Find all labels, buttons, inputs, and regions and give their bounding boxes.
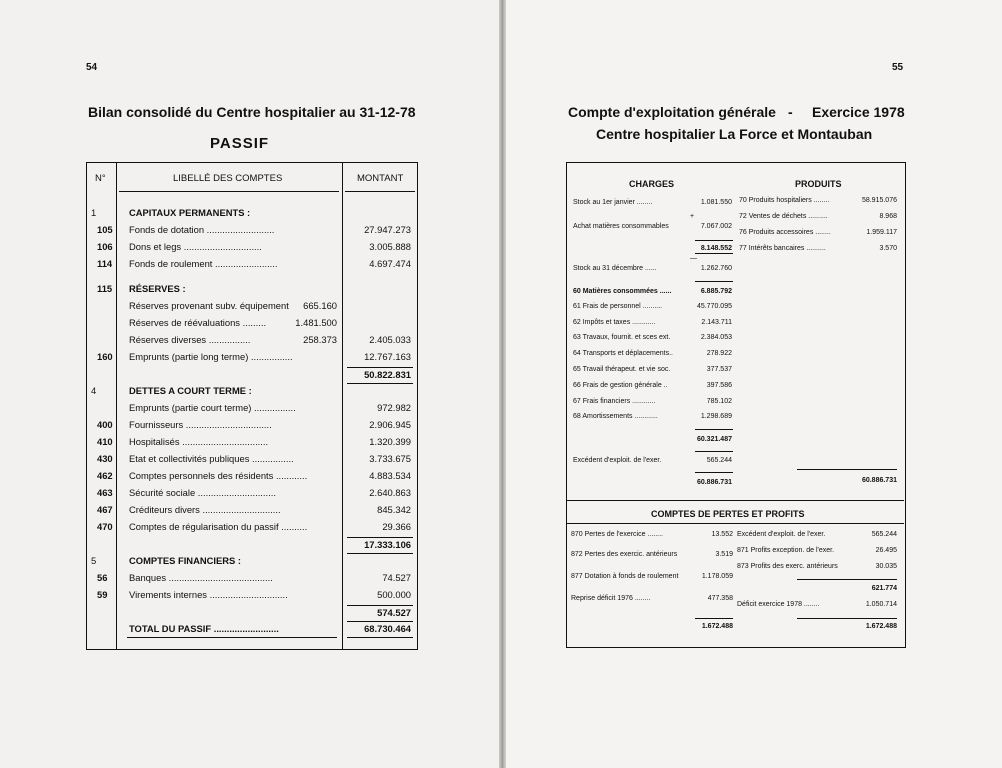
sum-rule xyxy=(695,472,733,473)
amount: 4.883.534 xyxy=(369,470,411,481)
sum-rule xyxy=(797,579,897,580)
table-row xyxy=(87,207,417,222)
charges-label: Stock au 1er janvier ........ xyxy=(573,199,653,206)
produits-row xyxy=(739,245,897,252)
income-table: CHARGES PRODUITS 60.886.731 COMPTES DE PERTES ET PROFITS 1.672.488 1.672.488 Stock au 1er janvier ........ 1.081.550 + Achat matières consommables 7.067.002 8.148.552 — Stock au 31 décembre ...... 1.262.760 60 Matières consommées ...... 6.885.792 61 Frais de personnel .......... 45.770.095 62 Impôts et taxes ............ 2.143.711 63 Travaux, fournit. et sces ext. 2.384.053 64 Transports et déplacements.. 278.922 65 Travail thérapeut. et vie soc. 377.537 66 Frais de gestion générale .. 397.586 67 Frais financiers ............ 785.102 68 Amortissements ............ 1.298.689 60.321.487 Excédent d'exploit. de l'exer. 565.244 60.886.731 70 Produits hospitaliers ........ 58.915.076 72 Ventes de déchets .......... 8.968 76 Produits accessoires ........ 1.959.117 77 Intérêts bancaires .......... 3.570 870 Pertes de l'exercice ........ 13.552 872 Pertes des exercic. antérieurs 3.519 877 Dotation à fonds de roulement 1.178.059 Reprise déficit 1976 ........ 477.358 Excédent d'exploit. de l'exer. 565.244 871 Profits exception. de l'exer. 26.495 873 Profits des exerc. antérieurs 30.035 621.774 Déficit exercice 1978 ........ 1.050.714 xyxy=(566,162,906,648)
charges-value: 397.586 xyxy=(706,382,732,389)
total-rule xyxy=(347,637,413,638)
pertes-row xyxy=(571,595,733,602)
charges-value: 785.102 xyxy=(706,398,732,405)
account-number: 4 xyxy=(91,385,97,396)
account-label: Comptes de régularisation du passif .......... xyxy=(129,521,308,532)
amount: 845.342 xyxy=(377,504,411,515)
account-label: Emprunts (partie court terme) ................ xyxy=(129,402,296,413)
produits-total-rule xyxy=(797,469,897,470)
amount: 972.982 xyxy=(377,402,411,413)
produits-label: 72 Ventes de déchets .......... xyxy=(739,213,828,220)
header-amount: MONTANT xyxy=(357,173,404,184)
amount: 500.000 xyxy=(377,589,411,600)
charges-label: 63 Travaux, fournit. et sces ext. xyxy=(573,334,671,341)
amount: 2.640.863 xyxy=(369,487,411,498)
charges-row xyxy=(573,366,732,373)
charges-value: 1.081.550 xyxy=(700,199,732,206)
charges-label: 64 Transports et déplacements.. xyxy=(573,350,673,357)
account-number: 467 xyxy=(97,504,113,515)
account-label: Fonds de roulement ........................ xyxy=(129,258,278,269)
table-row xyxy=(87,419,417,434)
charges-label: 60 Matières consommées ...... xyxy=(573,288,672,295)
pertes-label: 872 Pertes des exercic. antérieurs xyxy=(571,551,678,558)
profits-value: 565.244 xyxy=(871,531,897,538)
account-label: Fonds de dotation .......................... xyxy=(129,224,275,235)
sum-rule xyxy=(695,281,733,282)
charges-label: 68 Amortissements ............ xyxy=(573,413,658,420)
table-row xyxy=(87,369,417,384)
account-label: Fournisseurs ................................. xyxy=(129,419,272,430)
profits-value: 621.774 xyxy=(871,585,897,592)
table-row xyxy=(87,504,417,519)
total-rule xyxy=(347,553,413,554)
subtotal-amount: 17.333.106 xyxy=(364,539,411,550)
total-label-rule xyxy=(127,637,337,638)
charges-value: 8.148.552 xyxy=(700,245,732,252)
account-number: 470 xyxy=(97,521,113,532)
charges-label: 67 Frais financiers ............ xyxy=(573,398,656,405)
sum-rule xyxy=(695,618,733,619)
profits-value: 1.050.714 xyxy=(865,601,897,608)
produits-header: PRODUITS xyxy=(795,179,842,189)
table-row xyxy=(87,453,417,468)
table-row xyxy=(87,555,417,570)
account-label: Réserves diverses ................ xyxy=(129,334,251,345)
section-label: DETTES A COURT TERME : xyxy=(129,385,252,396)
table-row xyxy=(87,385,417,400)
left-page xyxy=(0,0,500,768)
produits-label: 76 Produits accessoires ........ xyxy=(739,229,831,236)
page-number-right: 55 xyxy=(892,62,904,73)
account-label: Réserves provenant subv. équipement xyxy=(129,300,289,311)
charges-label: Stock au 31 décembre ...... xyxy=(573,265,657,272)
header-rule xyxy=(119,191,339,192)
account-number: 5 xyxy=(91,555,97,566)
income-title-dash: - xyxy=(788,104,793,120)
amount: 12.767.163 xyxy=(364,351,411,362)
charges-row xyxy=(573,457,732,464)
section-divider xyxy=(567,500,904,501)
charges-value: 1.262.760 xyxy=(700,265,732,272)
pertes-row xyxy=(571,551,733,558)
pp-header-rule xyxy=(567,523,904,524)
sub-amount: 258.373 xyxy=(303,334,337,345)
table-row xyxy=(87,351,417,366)
account-label: Créditeurs divers .............................. xyxy=(129,504,281,515)
table-row xyxy=(87,539,417,554)
account-number: 462 xyxy=(97,470,113,481)
account-number: 1 xyxy=(91,207,97,218)
profits-label: 873 Profits des exerc. antérieurs xyxy=(737,563,838,570)
charges-value: 278.922 xyxy=(706,350,732,357)
header-num: N° xyxy=(95,173,106,184)
produits-label: 77 Intérêts bancaires .......... xyxy=(739,245,826,252)
table-row xyxy=(87,607,417,622)
produits-row xyxy=(739,197,897,204)
sub-amount: 665.160 xyxy=(303,300,337,311)
charges-row xyxy=(573,398,732,405)
charges-row xyxy=(573,265,732,272)
income-title-part1: Compte d'exploitation générale xyxy=(568,104,776,120)
table-row xyxy=(87,623,417,638)
charges-row xyxy=(573,350,732,357)
account-label: Virements internes .............................. xyxy=(129,589,288,600)
subtotal-amount: 68.730.464 xyxy=(364,623,411,634)
account-label: Emprunts (partie long terme) ................ xyxy=(129,351,293,362)
page-number-left: 54 xyxy=(86,62,98,73)
right-page xyxy=(506,0,1002,768)
subtotal-amount: 50.822.831 xyxy=(364,369,411,380)
sum-rule xyxy=(695,451,733,452)
charges-row xyxy=(573,382,732,389)
charges-label: 66 Frais de gestion générale .. xyxy=(573,382,668,389)
profits-label: 871 Profits exception. de l'exer. xyxy=(737,547,835,554)
charges-label: 61 Frais de personnel .......... xyxy=(573,303,663,310)
table-row xyxy=(87,241,417,256)
charges-value: 377.537 xyxy=(706,366,732,373)
pp-header: COMPTES DE PERTES ET PROFITS xyxy=(651,509,805,519)
table-row xyxy=(87,283,417,298)
profits-row xyxy=(737,531,897,538)
amount: 2.405.033 xyxy=(369,334,411,345)
income-title-line2: Centre hospitalier La Force et Montauban xyxy=(596,126,873,142)
produits-row xyxy=(739,213,897,220)
charges-row xyxy=(573,303,732,310)
account-number: 59 xyxy=(97,589,108,600)
pertes-value: 13.552 xyxy=(711,531,733,538)
charges-label: 65 Travail thérapeut. et vie soc. xyxy=(573,366,671,373)
total-rule xyxy=(347,621,413,622)
table-row xyxy=(87,470,417,485)
pertes-label: Reprise déficit 1976 ........ xyxy=(571,595,651,602)
produits-value: 1.959.117 xyxy=(866,229,897,236)
charges-value: 45.770.095 xyxy=(696,303,732,310)
charges-value: 7.067.002 xyxy=(700,223,732,230)
account-number: 56 xyxy=(97,572,108,583)
total-rule xyxy=(347,537,413,538)
profits-row xyxy=(737,601,897,608)
amount: 1.320.399 xyxy=(369,436,411,447)
account-number: 430 xyxy=(97,453,113,464)
profits-row xyxy=(737,563,897,570)
table-row xyxy=(87,402,417,417)
table-row xyxy=(87,224,417,239)
profits-label: Déficit exercice 1978 ........ xyxy=(737,601,820,608)
sum-rule xyxy=(797,618,897,619)
charges-row xyxy=(573,288,732,295)
account-number: 463 xyxy=(97,487,113,498)
profits-value: 30.035 xyxy=(875,563,897,570)
section-label: RÉSERVES : xyxy=(129,283,186,294)
charges-value: 565.244 xyxy=(706,457,732,464)
produits-row xyxy=(739,229,897,236)
balance-subtitle: PASSIF xyxy=(210,135,270,152)
table-row xyxy=(87,258,417,273)
total-rule xyxy=(347,383,413,384)
charges-header: CHARGES xyxy=(629,179,675,189)
amount: 74.527 xyxy=(382,572,411,583)
amount: 2.906.945 xyxy=(369,419,411,430)
header-label: LIBELLÉ DES COMPTES xyxy=(173,173,283,184)
table-row xyxy=(87,521,417,536)
profits-row xyxy=(737,547,897,554)
charges-value: 2.384.053 xyxy=(700,334,732,341)
total-rule xyxy=(347,605,413,606)
amount: 29.366 xyxy=(382,521,411,532)
charges-value: 60.886.731 xyxy=(696,479,732,486)
pertes-row xyxy=(571,573,733,580)
account-number: 105 xyxy=(97,224,113,235)
charges-value: 1.298.689 xyxy=(700,413,732,420)
pertes-row xyxy=(571,531,733,538)
pertes-value: 477.358 xyxy=(707,595,733,602)
amount: 4.697.474 xyxy=(369,258,411,269)
pertes-label: 877 Dotation à fonds de roulement xyxy=(571,573,679,580)
table-row xyxy=(87,572,417,587)
account-number: 115 xyxy=(97,283,113,294)
sum-rule xyxy=(695,429,733,430)
section-label: CAPITAUX PERMANENTS : xyxy=(129,207,251,218)
profits-value: 26.495 xyxy=(875,547,897,554)
profits-label: Excédent d'exploit. de l'exer. xyxy=(737,531,826,538)
amount: 3.733.675 xyxy=(369,453,411,464)
table-row xyxy=(87,436,417,451)
account-label: Etat et collectivités publiques ................ xyxy=(129,453,294,464)
table-row xyxy=(87,334,417,349)
sub-amount: 1.481.500 xyxy=(295,317,337,328)
account-number: 400 xyxy=(97,419,113,430)
charges-label: Achat matières consommables xyxy=(573,223,669,230)
table-row xyxy=(87,589,417,604)
produits-value: 3.570 xyxy=(879,245,897,252)
charges-value: 60.321.487 xyxy=(696,436,732,443)
header-rule xyxy=(345,191,415,192)
balance-title: Bilan consolidé du Centre hospitalier au 31-12-78 xyxy=(88,104,416,120)
charges-value: 6.885.792 xyxy=(700,288,732,295)
pertes-value: 3.519 xyxy=(715,551,733,558)
produits-label: 70 Produits hospitaliers ........ xyxy=(739,197,830,204)
amount: 27.947.273 xyxy=(364,224,411,235)
subtotal-amount: 574.527 xyxy=(377,607,411,618)
passif-table xyxy=(86,162,418,650)
sum-rule xyxy=(695,253,733,254)
produits-value: 8.968 xyxy=(879,213,897,220)
charges-row xyxy=(573,334,732,341)
pertes-value: 1.178.059 xyxy=(701,573,733,580)
account-label: Comptes personnels des résidents ............ xyxy=(129,470,308,481)
income-title-part2: Exercice 1978 xyxy=(812,104,905,120)
charges-label: 62 Impôts et taxes ............ xyxy=(573,319,656,326)
charges-row xyxy=(573,319,732,326)
sum-rule xyxy=(695,240,733,241)
table-row xyxy=(87,487,417,502)
pertes-label: 870 Pertes de l'exercice ........ xyxy=(571,531,663,538)
account-label: Hospitalisés ................................. xyxy=(129,436,269,447)
charges-row xyxy=(573,199,732,206)
account-number: 114 xyxy=(97,258,113,269)
table-row xyxy=(87,300,417,315)
amount: 3.005.888 xyxy=(369,241,411,252)
section-label: TOTAL DU PASSIF ......................... xyxy=(129,623,279,634)
account-label: Dons et legs .............................. xyxy=(129,241,262,252)
total-rule xyxy=(347,367,413,368)
account-label: Réserves de réévaluations ......... xyxy=(129,317,267,328)
charges-row xyxy=(573,413,732,420)
account-label: Banques ........................................ xyxy=(129,572,273,583)
charges-label: + xyxy=(690,213,695,220)
table-row xyxy=(87,317,417,332)
account-number: 160 xyxy=(97,351,113,362)
account-number: 410 xyxy=(97,436,113,447)
charges-label: Excédent d'exploit. de l'exer. xyxy=(573,457,662,464)
account-label: Sécurité sociale .............................. xyxy=(129,487,276,498)
charges-label: — xyxy=(690,255,697,262)
produits-value: 58.915.076 xyxy=(861,197,897,204)
account-number: 106 xyxy=(97,241,113,252)
charges-value: 2.143.711 xyxy=(701,319,732,326)
section-label: COMPTES FINANCIERS : xyxy=(129,555,241,566)
charges-row xyxy=(573,223,732,230)
